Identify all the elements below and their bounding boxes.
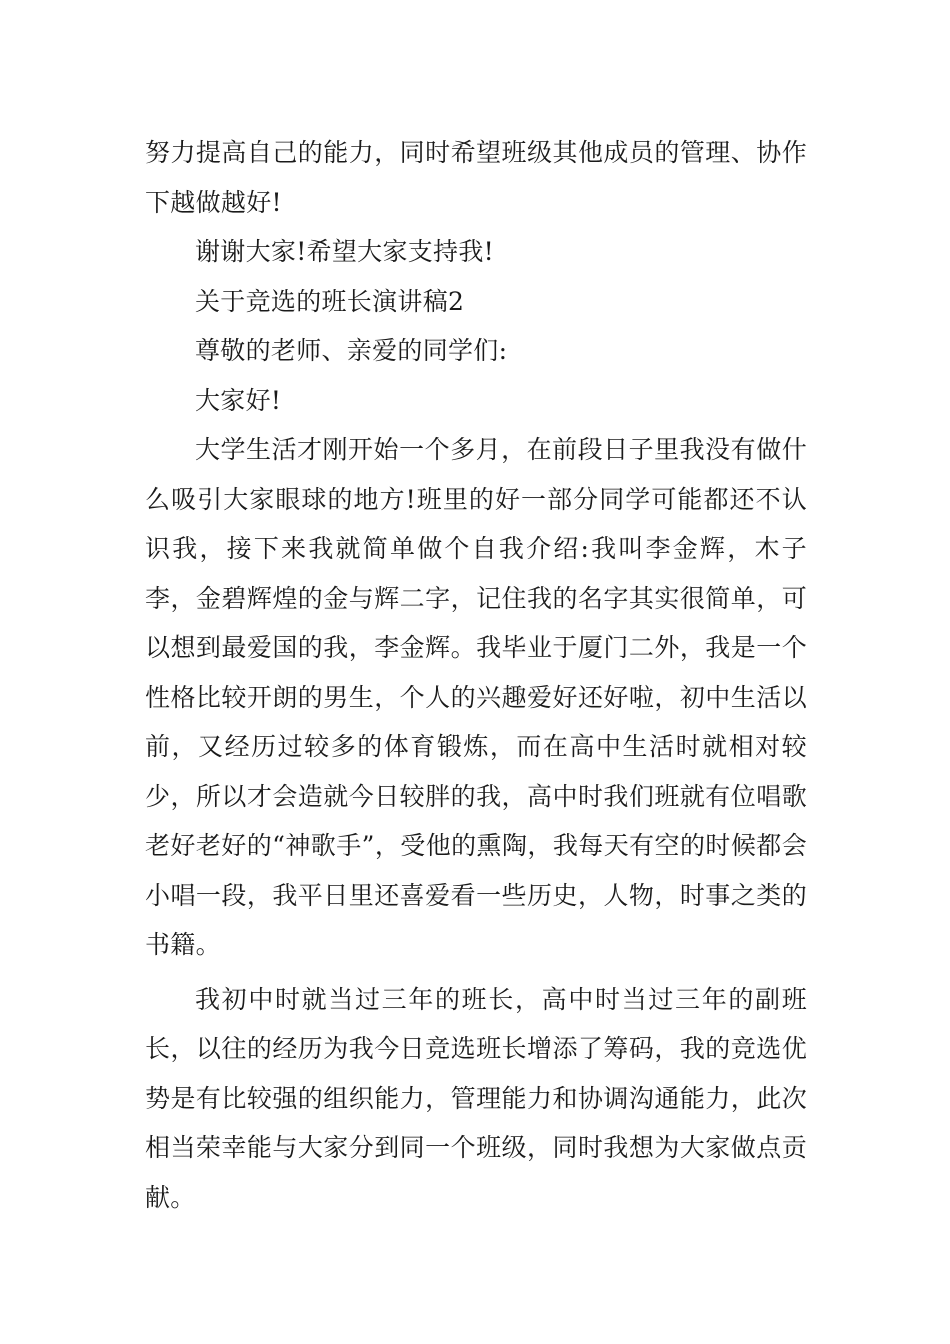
- greeting: 大家好!: [195, 385, 282, 415]
- salutation: 尊敬的老师、亲爱的同学们:: [195, 336, 508, 365]
- section-title: 关于竞选的班长演讲稿2: [195, 286, 465, 316]
- paragraph-experience: 我初中时就当过三年的班长，高中时当过三年的副班长，以往的经历为我今日竞选班长增添了筹码，我的竞选优势是有比较强的组织能力，管理能力和协调沟通能力，此次相当荣幸能与大家分到同一个班级，同时我想为大家做点贡献。: [145, 984, 807, 1212]
- paragraph-continuation: 努力提高自己的能力，同时希望班级其他成员的管理、协作下越做越好!: [145, 138, 807, 217]
- paragraph-self-introduction: 大学生活才刚开始一个多月，在前段日子里我没有做什么吸引大家眼球的地方!班里的好一部分同学可能都还不认识我，接下来我就简单做个自我介绍:我叫李金辉，木子李，金碧辉煌的金与辉二字，记住我的名字其实很简单，可以想到最爱国的我，李金辉。我毕业于厦门二外，我是一个性格比较开朗的男生，个人的兴趣爱好还好啦，初中生活以前，又经历过较多的体育锻炼，而在高中生活时就相对较少，所以才会造就今日较胖的我，高中时我们班就有位唱歌老好老好的“神歌手”，受他的熏陶，我每天有空的时候都会小唱一段，我平日里还喜爱看一些历史，人物，时事之类的书籍。: [145, 435, 807, 959]
- paragraph-thanks: 谢谢大家!希望大家支持我!: [195, 237, 494, 266]
- document-page: [145, 128, 807, 1222]
